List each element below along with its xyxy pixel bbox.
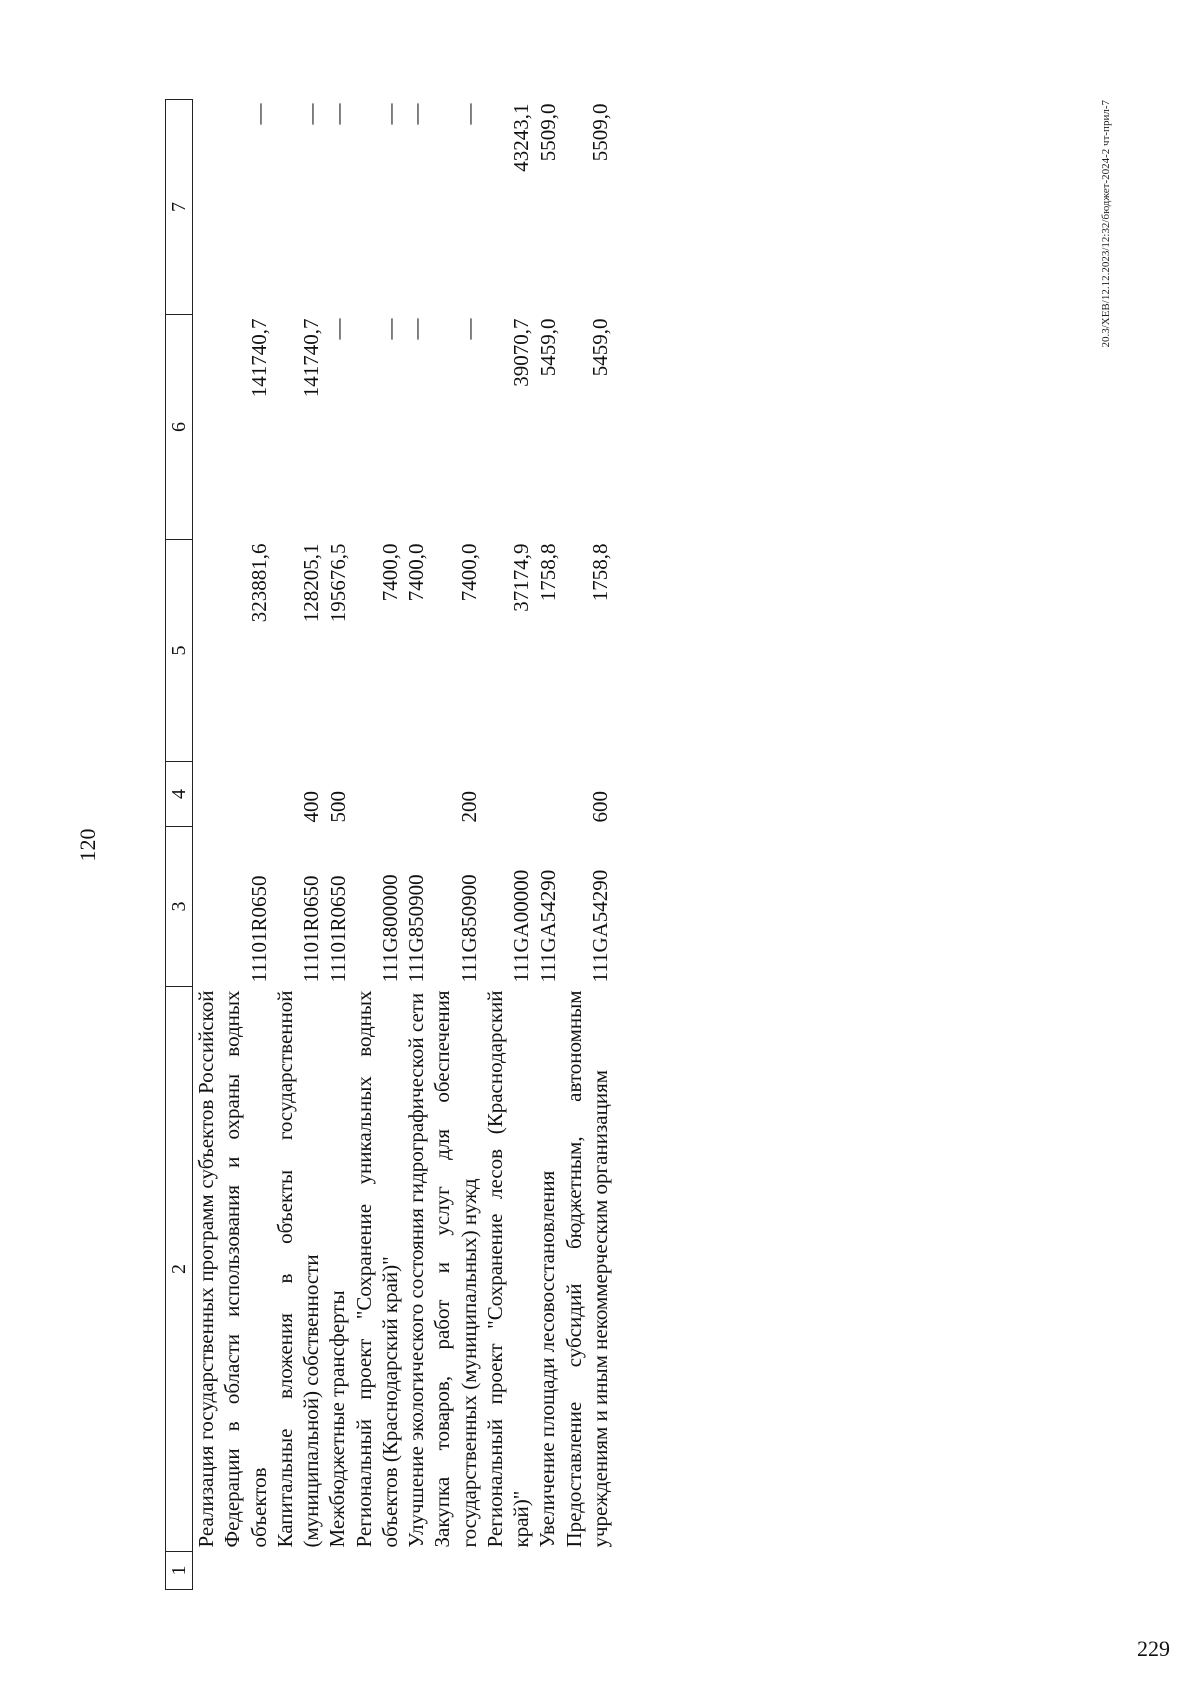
footer-code: 20.3/XEB/12.12.2023/12:32/бюджет-2024-2 чт-прил-7 xyxy=(1100,100,1112,348)
cell-amount-3: — xyxy=(378,103,402,125)
cell-amount-2: 5459,0 xyxy=(535,318,560,377)
cell-amount-3: — xyxy=(325,103,350,125)
cell-col1 xyxy=(272,1552,325,1590)
cell-description: Предоставление субсидий бюджетным, автономным учреждениям и иным некоммерческим организациям xyxy=(561,990,612,1548)
cell-description: Региональный проект "Сохранение уникальных водных объектов (Краснодарский край)" xyxy=(351,990,402,1548)
cell-col1 xyxy=(403,1552,429,1590)
cell-description: Капитальные вложения в объекты государственной (муниципальной) собственности xyxy=(272,990,323,1548)
cell-expense-type xyxy=(193,762,272,827)
header-col-2: 2 xyxy=(166,987,193,1552)
cell-target-code: 11101R0650 xyxy=(246,875,271,983)
cell-amount-1: 7400,0 xyxy=(404,543,429,602)
budget-table xyxy=(165,99,613,1590)
header-col-7: 7 xyxy=(166,100,193,315)
cell-description: Закупка товаров, работ и услуг для обеспечения государственных (муниципальных) нужд xyxy=(430,990,481,1548)
side-page-number: 229 xyxy=(1137,1636,1170,1661)
table-header-row xyxy=(166,100,193,1590)
cell-target-code: 111GA54290 xyxy=(535,869,560,983)
cell-expense-type: 200 xyxy=(456,791,481,823)
cell-description: Региональный проект "Сохранение лесов (Краснодарский край)" xyxy=(482,990,533,1548)
cell-expense-type xyxy=(351,762,404,827)
table-row xyxy=(534,100,560,1590)
cell-amount-3: — xyxy=(246,103,271,125)
cell-col1 xyxy=(324,1552,350,1590)
cell-amount-2: — xyxy=(456,318,481,340)
cell-amount-1: 7400,0 xyxy=(456,543,481,602)
cell-amount-2: — xyxy=(404,318,429,340)
table-row xyxy=(482,100,535,1590)
cell-col1 xyxy=(351,1552,404,1590)
header-col-6: 6 xyxy=(166,315,193,540)
cell-amount-1: 1758,8 xyxy=(588,543,612,602)
cell-amount-1: 1758,8 xyxy=(535,543,560,602)
rotated-page-content xyxy=(75,90,1135,1600)
cell-description: Реализация государственных программ субъектов Российской Федерации в области использования и охраны водных объектов xyxy=(194,990,271,1548)
cell-amount-3: — xyxy=(299,103,324,125)
cell-expense-type xyxy=(482,762,535,827)
cell-col1 xyxy=(534,1552,560,1590)
cell-target-code: 111GA00000 xyxy=(509,869,534,983)
cell-col1 xyxy=(482,1552,535,1590)
cell-amount-2: 39070,7 xyxy=(509,318,534,387)
cell-amount-2: 5459,0 xyxy=(588,318,612,377)
cell-amount-1: 7400,0 xyxy=(378,543,402,602)
cell-amount-2: — xyxy=(378,318,402,340)
table-row xyxy=(561,100,614,1590)
cell-target-code: 111G800000 xyxy=(378,874,402,983)
table-row xyxy=(429,100,482,1590)
cell-target-code: 111G850900 xyxy=(404,874,429,983)
page-number: 120 xyxy=(75,828,100,862)
cell-expense-type: 600 xyxy=(588,791,612,823)
header-col-3: 3 xyxy=(166,827,193,987)
header-col-1: 1 xyxy=(166,1552,193,1590)
cell-expense-type: 400 xyxy=(299,791,324,823)
cell-amount-3: 43243,1 xyxy=(509,103,534,172)
cell-description: Межбюджетные трансферты xyxy=(325,1290,350,1548)
cell-amount-3: 5509,0 xyxy=(588,103,612,162)
cell-col1 xyxy=(561,1552,614,1590)
cell-col1 xyxy=(193,1552,272,1590)
table-row xyxy=(324,100,350,1590)
cell-amount-3: — xyxy=(456,103,481,125)
cell-amount-1: 128205,1 xyxy=(299,543,324,623)
table-row xyxy=(403,100,429,1590)
table-row xyxy=(193,100,272,1590)
cell-target-code: 111G850900 xyxy=(456,874,481,983)
cell-expense-type xyxy=(403,762,429,827)
cell-amount-1: 195676,5 xyxy=(325,543,350,623)
cell-target-code: 11101R0650 xyxy=(325,875,350,983)
header-col-5: 5 xyxy=(166,540,193,762)
cell-expense-type xyxy=(534,762,560,827)
cell-description: Увеличение площади лесовосстановления xyxy=(535,1170,560,1548)
cell-col1 xyxy=(429,1552,482,1590)
cell-expense-type: 500 xyxy=(325,791,350,823)
cell-amount-3: 5509,0 xyxy=(535,103,560,162)
cell-amount-1: 37174,9 xyxy=(509,543,534,612)
cell-amount-2: — xyxy=(325,318,350,340)
cell-description: Улучшение экологического состояния гидрографической сети xyxy=(404,992,428,1548)
table-row xyxy=(272,100,325,1590)
cell-amount-2: 141740,7 xyxy=(299,318,324,398)
cell-amount-1: 323881,6 xyxy=(246,543,271,623)
cell-target-code: 111GA54290 xyxy=(588,869,612,983)
table-row xyxy=(351,100,404,1590)
cell-amount-3: — xyxy=(404,103,429,125)
cell-amount-2: 141740,7 xyxy=(246,318,271,398)
cell-target-code: 11101R0650 xyxy=(299,875,324,983)
header-col-4: 4 xyxy=(166,762,193,827)
